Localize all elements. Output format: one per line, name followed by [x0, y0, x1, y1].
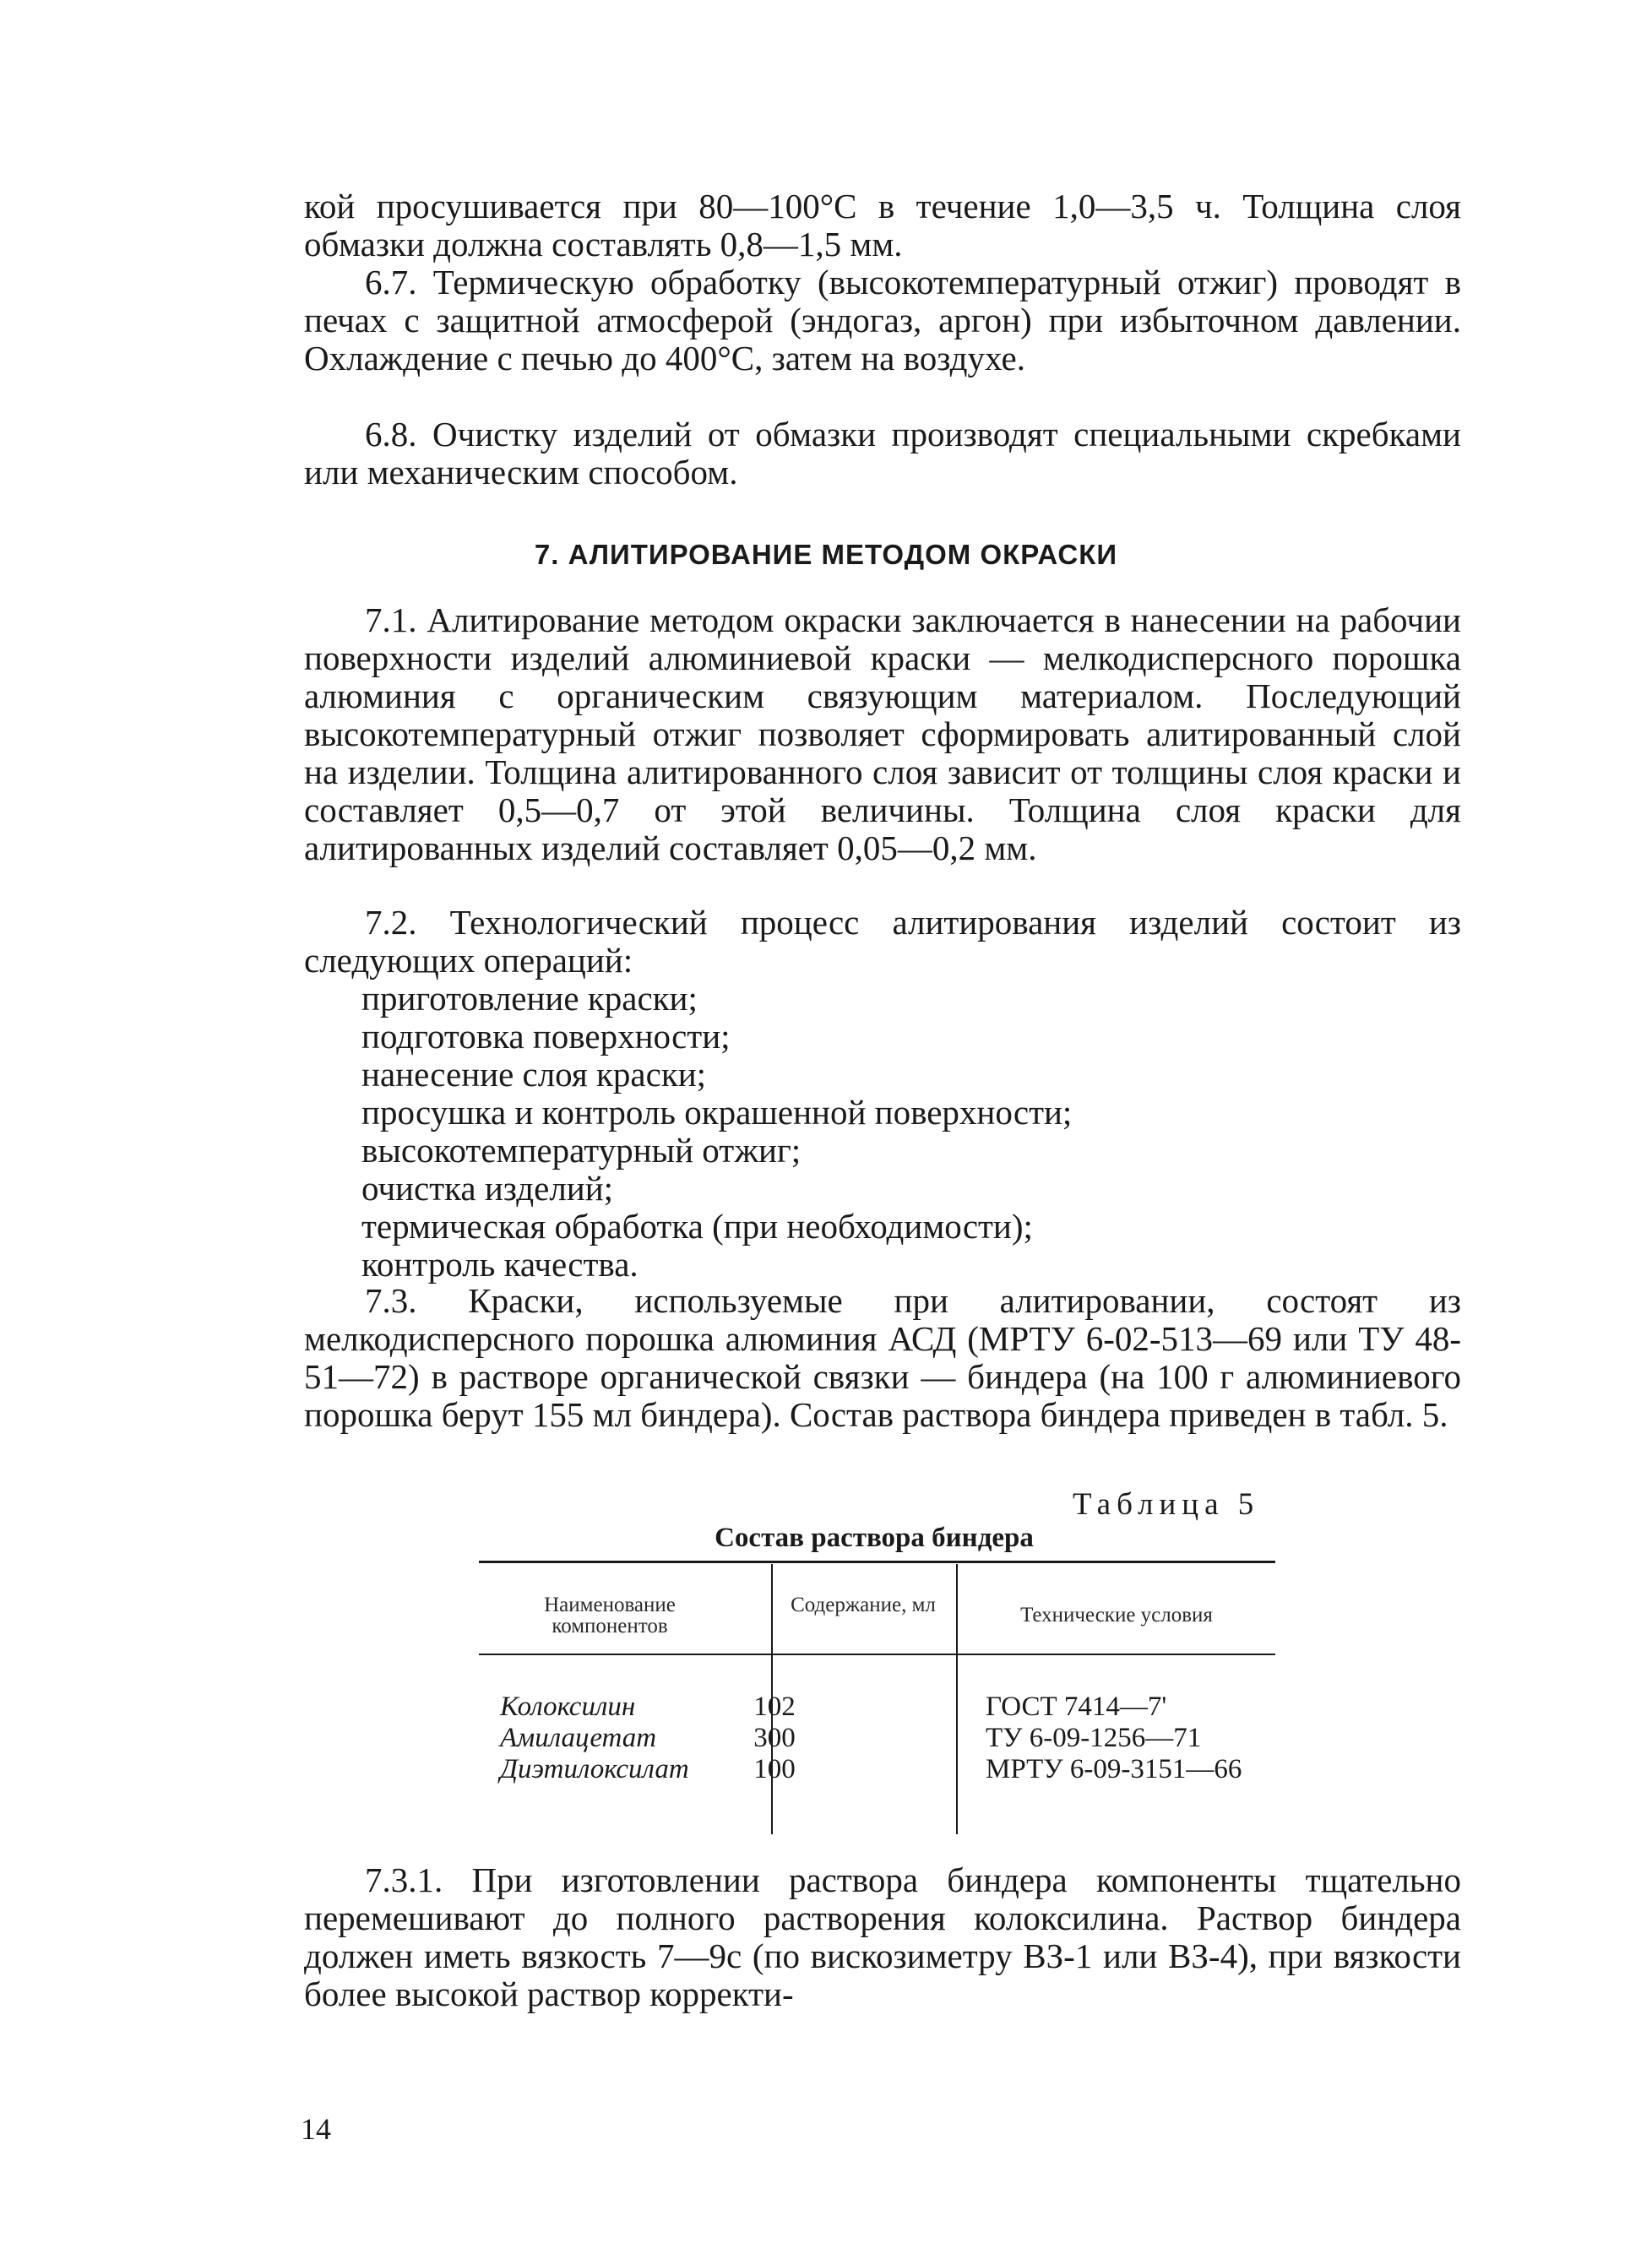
paragraph-6-7: 6.7. Термическую обработку (высокотемпературный отжиг) проводят в печах с защитной атмосферой (эндогаз, аргон) при избыточном давлении. Охлаждение с печью до 400°С, затем на воздухе.: [304, 263, 1461, 377]
paragraph-7-3-1: 7.3.1. При изготовлении раствора биндера компоненты тщательно перемешивают до полного растворения колоксилина. Раствор биндера должен иметь вязкость 7—9с (по вискозиметру ВЗ-1 или ВЗ-4), при вязкости более высокой раствор корректи-: [304, 1860, 1461, 2013]
paragraph-7-3: 7.3. Краски, используемые при алитировании, состоят из мелкодисперсного порошка алюминия АСД (МРТУ 6-02-513—69 или ТУ 48-51—72) в растворе органической связки — биндера (на 100 г алюминиевого порошка берут 155 мл биндера). Состав раствора биндера приведен в табл. 5.: [304, 1281, 1461, 1434]
table-column-specs: [986, 1692, 1242, 1785]
section-heading: 7. АЛИТИРОВАНИЕ МЕТОДОМ ОКРАСКИ: [534, 539, 1118, 570]
paragraph-7-1: 7.1. Алитирование методом окраски заключается в нанесении на рабочии поверхности изделий алюминиевой краски — мелкодисперсного порошка алюминия с органическим связующим материалом. Последующий высокотемпературный отжиг позволяет сформировать алитированный слой на изделии. Толщина алитированного слоя зависит от толщины слоя краски и составляет 0,5—0,7 от этой величины. Толщина слоя краски для алитированных изделий составляет 0,05—0,2 мм.: [304, 600, 1461, 867]
table-column-names: [500, 1692, 689, 1785]
table-cell: Колоксилин: [500, 1692, 636, 1722]
table-cell: Амилацетат: [500, 1723, 657, 1753]
list-item: нанесение слоя краски;: [361, 1055, 707, 1094]
table-cell: 300: [753, 1723, 796, 1753]
list-item: высокотемпературный отжиг;: [361, 1131, 802, 1170]
table-header-content: Содержание, мл: [791, 1594, 936, 1616]
paragraph-continuation: кой просушивается при 80—100°С в течение 1,0—3,5 ч. Толщина слоя обмазки должна составлять 0,8—1,5 мм.: [304, 187, 1461, 263]
table-cell: 100: [753, 1754, 796, 1784]
list-item: очистка изделий;: [361, 1169, 614, 1208]
column-divider: [956, 1564, 958, 1834]
table-cell: Диэтилоксилат: [500, 1754, 689, 1784]
operations-list: [361, 980, 1072, 1284]
table-top-rule: [479, 1561, 1275, 1563]
list-item: термическая обработка (при необходимости);: [361, 1207, 1033, 1246]
binder-table: [479, 1561, 1275, 1835]
table-cell: ГОСТ 7414—7': [986, 1692, 1167, 1722]
list-item: приготовление краски;: [361, 979, 698, 1018]
table-header-rule: [479, 1654, 1275, 1655]
table-header-specs: Технические условия: [1020, 1604, 1213, 1627]
table-caption: Таблица 5: [1073, 1487, 1260, 1522]
list-item: подготовка поверхности;: [361, 1017, 731, 1056]
table-cell: 102: [753, 1692, 796, 1722]
table-column-content: [724, 1692, 825, 1785]
list-item: просушка и контроль окрашенной поверхности;: [361, 1093, 1073, 1132]
table-title: Состав раствора биндера: [715, 1523, 1034, 1553]
table-cell: МРТУ 6-09-3151—66: [986, 1754, 1242, 1784]
table-cell: ТУ 6-09-1256—71: [986, 1723, 1202, 1753]
paragraph-6-8: 6.8. Очистку изделий от обмазки производят специальными скребками или механическим способом.: [304, 415, 1461, 492]
list-item: контроль качества.: [361, 1245, 639, 1284]
table-header-name: Наименование компонентов: [544, 1594, 676, 1637]
page-number: 14: [301, 2112, 331, 2146]
paragraph-7-2: 7.2. Технологический процесс алитирования изделий состоит из следующих операций:: [304, 903, 1461, 980]
